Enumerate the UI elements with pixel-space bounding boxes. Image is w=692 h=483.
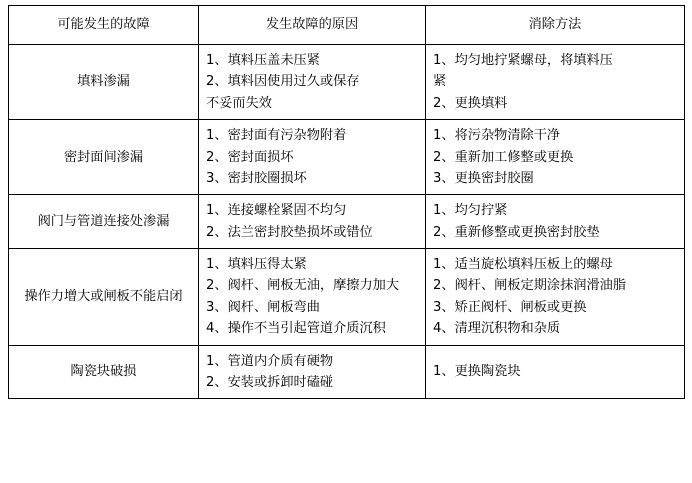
fault-name: 操作力增大或闸板不能启闭 bbox=[9, 249, 199, 346]
column-header-fault: 可能发生的故障 bbox=[9, 6, 199, 45]
fault-name: 填料渗漏 bbox=[9, 45, 199, 120]
list-item: 4、清理沉积物和杂质 bbox=[433, 321, 561, 337]
fault-causes bbox=[199, 249, 426, 346]
fault-troubleshooting-table bbox=[8, 5, 685, 399]
list-item: 2、阀杆、闸板定期涂抹润滑油脂 bbox=[433, 278, 627, 294]
list-item: 1、密封面有污杂物附着 bbox=[206, 128, 347, 144]
list-item: 1、更换陶瓷块 bbox=[433, 364, 521, 380]
list-item: 2、重新修整或更换密封胶垫 bbox=[433, 224, 600, 240]
list-item: 1、均匀拧紧 bbox=[433, 203, 508, 219]
list-item: 2、重新加工修整或更换 bbox=[433, 149, 574, 165]
list-item: 1、均匀地拧紧螺母，将填料压 bbox=[433, 53, 613, 68]
list-item: 1、连接螺栓紧固不均匀 bbox=[206, 203, 347, 219]
list-item: 3、矫正阀杆、闸板或更换 bbox=[433, 299, 587, 315]
list-item: 紧 bbox=[433, 74, 447, 90]
list-item: 1、适当旋松填料压板上的螺母 bbox=[433, 257, 613, 272]
table-header bbox=[9, 6, 685, 45]
column-header-cause: 发生故障的原因 bbox=[199, 6, 426, 45]
list-item: 不妥而失效 bbox=[206, 95, 272, 111]
table-row bbox=[9, 249, 685, 346]
list-item: 4、操作不当引起管道介质沉积 bbox=[206, 321, 386, 337]
fault-name: 密封面间渗漏 bbox=[9, 120, 199, 195]
table-row bbox=[9, 45, 685, 120]
table-row bbox=[9, 195, 685, 249]
fault-remedies bbox=[426, 45, 685, 120]
list-item: 1、管道内介质有硬物 bbox=[206, 353, 334, 369]
fault-name: 阀门与管道连接处渗漏 bbox=[9, 195, 199, 249]
fault-causes bbox=[199, 195, 426, 249]
table-body bbox=[9, 45, 685, 399]
list-item: 2、安装或拆卸时磕碰 bbox=[206, 374, 334, 390]
list-item: 3、更换密封胶圈 bbox=[433, 170, 534, 186]
fault-causes bbox=[199, 45, 426, 120]
list-item: 3、密封胶圈损坏 bbox=[206, 170, 307, 186]
list-item: 3、阀杆、闸板弯曲 bbox=[206, 299, 320, 315]
fault-causes bbox=[199, 120, 426, 195]
table-header-row bbox=[9, 6, 685, 45]
list-item: 2、法兰密封胶垫损坏或错位 bbox=[206, 224, 373, 240]
fault-remedies bbox=[426, 249, 685, 346]
list-item: 1、填料压盖未压紧 bbox=[206, 53, 320, 68]
fault-causes bbox=[199, 345, 426, 399]
table-row bbox=[9, 120, 685, 195]
list-item: 2、填料因使用过久或保存 bbox=[206, 74, 360, 90]
list-item: 2、阀杆、闸板无油，摩擦力加大 bbox=[206, 278, 400, 294]
fault-remedies bbox=[426, 195, 685, 249]
list-item: 2、更换填料 bbox=[433, 95, 508, 111]
fault-remedies bbox=[426, 120, 685, 195]
list-item: 2、密封面损坏 bbox=[206, 149, 294, 165]
fault-remedies bbox=[426, 345, 685, 399]
list-item: 1、填料压得太紧 bbox=[206, 257, 307, 272]
fault-name: 陶瓷块破损 bbox=[9, 345, 199, 399]
list-item: 1、将污杂物清除干净 bbox=[433, 128, 561, 144]
column-header-remedy: 消除方法 bbox=[426, 6, 685, 45]
table-row bbox=[9, 345, 685, 399]
